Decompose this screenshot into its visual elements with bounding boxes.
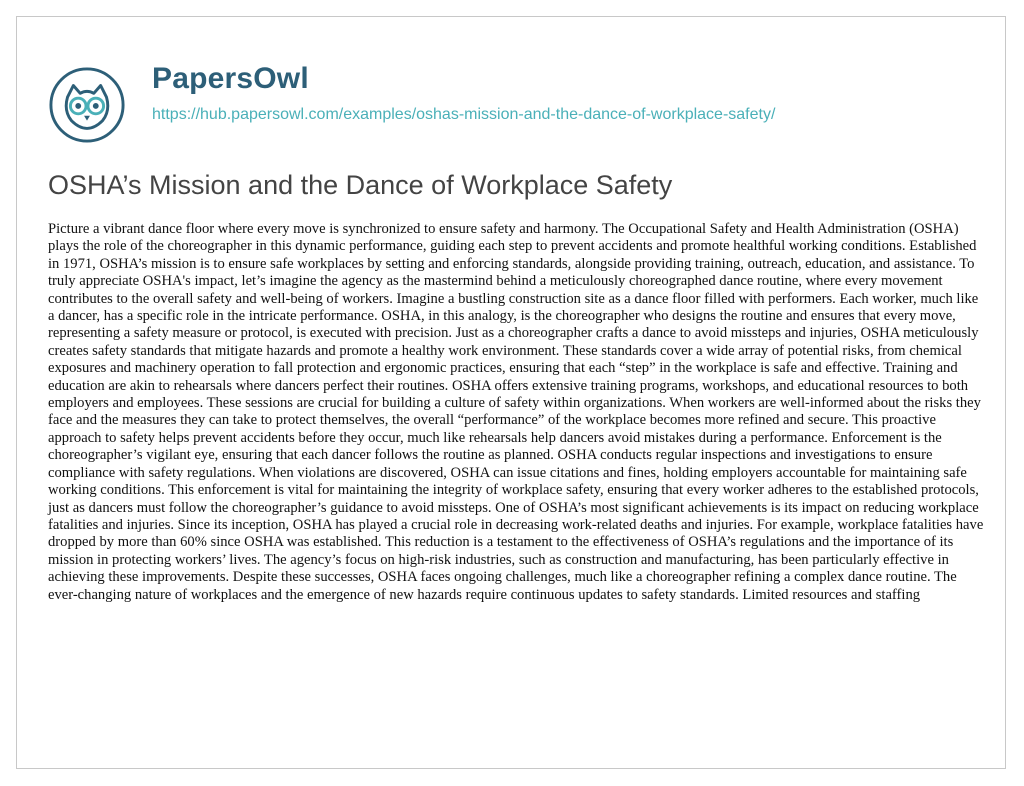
source-url-link[interactable]: https://hub.papersowl.com/examples/oshas-mission-and-the-dance-of-workplace-safety/ <box>152 106 776 123</box>
essay-body: Picture a vibrant dance floor where every move is synchronized to ensure safety and harmony. The Occupational Safety and Health Administration (OSHA) plays the role of the choreographer in this dynamic performance, guiding each step to prevent accidents and promote healthful working conditions. Established in 1971, OSHA’s mission is to ensure safe workplaces by setting and enforcing standards, alongside providing training, outreach, education, and assistance. To truly appreciate OSHA's impact, let’s imagine the agency as the mastermind behind a meticulously choreographed dance routine, where every movement contributes to the overall safety and well-being of workers. Imagine a bustling construction site as a dance floor filled with performers. Each worker, much like a dancer, has a specific role in the intricate performance. OSHA, in this analogy, is the choreographer who designs the routine and ensures that every move, representing a safety measure or protocol, is executed with precision. Just as a choreographer crafts a dance to avoid missteps and injuries, OSHA meticulously creates safety standards that mitigate hazards and promote a healthy work environment. These standards cover a wide array of potential risks, from chemical exposures and machinery operation to fall protection and ergonomic practices, ensuring that each “step” in the workplace is safe and effective. Training and education are akin to rehearsals where dancers perfect their routines. OSHA offers extensive training programs, workshops, and educational resources to both employers and employees. These sessions are crucial for building a culture of safety within organizations. When workers are well-informed about the risks they face and the measures they can take to protect themselves, the overall “performance” of the workplace becomes more refined and secure. This proactive approach to safety helps prevent accidents before they occur, much like rehearsals help dancers avoid mistakes during a performance. Enforcement is the choreographer’s vigilant eye, ensuring that each dancer follows the routine as planned. OSHA conducts regular inspections and investigations to ensure compliance with safety regulations. When violations are discovered, OSHA can issue citations and fines, holding employers accountable for maintaining safe working conditions. This enforcement is vital for maintaining the integrity of workplace safety, ensuring that every worker adheres to the established protocols, just as dancers must follow the choreographer’s guidance to avoid missteps. One of OSHA’s most significant achievements is its impact on reducing workplace fatalities and injuries. Since its inception, OSHA has played a crucial role in decreasing work-related deaths and injuries. For example, workplace fatalities have dropped by more than 60% since OSHA was established. This reduction is a testament to the effectiveness of OSHA’s regulations and the importance of its mission in protecting workers’ lives. The agency’s focus on high-risk industries, such as construction and manufacturing, has been particularly effective in achieving these improvements. Despite these successes, OSHA faces ongoing challenges, much like a choreographer refining a complex dance routine. The ever-changing nature of workplaces and the emergence of new hazards require continuous updates to safety standards. Limited resources and staffing <box>48 221 984 603</box>
page-title: OSHA’s Mission and the Dance of Workplace Safety <box>48 170 673 200</box>
owl-logo-icon <box>48 66 126 144</box>
header <box>48 58 968 138</box>
brand-name: PapersOwl <box>152 62 309 95</box>
